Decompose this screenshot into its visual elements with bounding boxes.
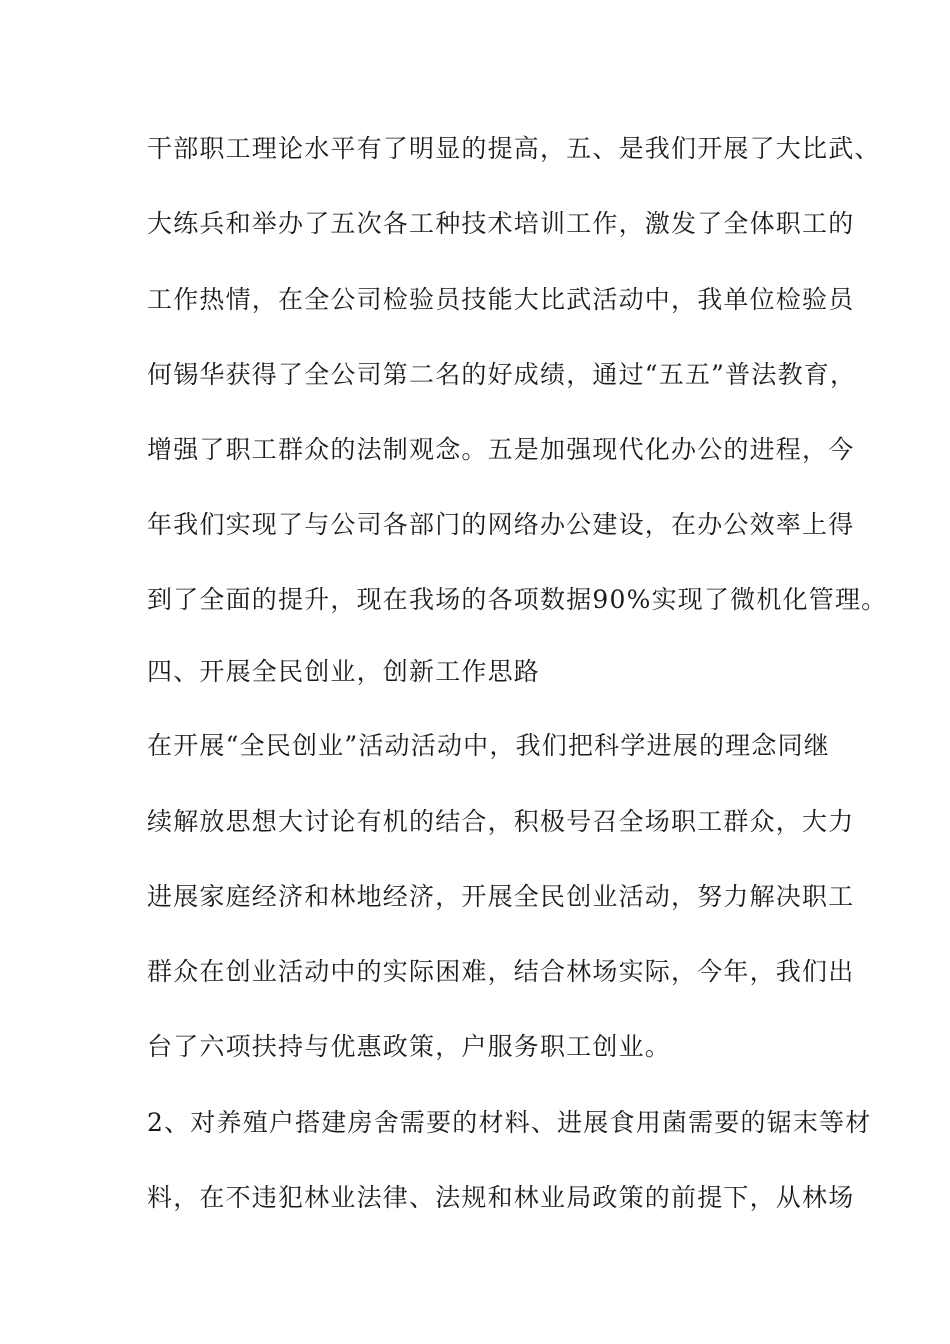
paragraph-line: 增强了职工群众的法制观念。五是加强现代化办公的进程，今 [147,435,855,464]
paragraph-line: 料，在不违犯林业法律、法规和林业局政策的前提下，从林场 [147,1183,855,1212]
paragraph-line: 群众在创业活动中的实际困难，结合林场实际，今年，我们出 [147,957,855,986]
paragraph-line: 在开展“全民创业”活动活动中，我们把科学进展的理念同继 [147,731,830,760]
paragraph-line: 2、对养殖户搭建房舍需要的材料、进展食用菌需要的锯末等材 [147,1108,872,1137]
paragraph-line: 进展家庭经济和林地经济，开展全民创业活动，努力解决职工 [147,882,855,911]
paragraph-line: 年我们实现了与公司各部门的网络办公建设，在办公效率上得 [147,510,855,539]
paragraph-line: 台了六项扶持与优惠政策，户服务职工创业。 [147,1032,672,1061]
paragraph-line: 续解放思想大讨论有机的结合，积极号召全场职工群众，大力 [147,807,855,836]
section-heading: 四、开展全民创业，创新工作思路 [147,657,541,686]
paragraph-line: 工作热情，在全公司检验员技能大比武活动中，我单位检验员 [147,285,855,314]
paragraph-line: 大练兵和举办了五次各工种技术培训工作，激发了全体职工的 [147,209,855,238]
paragraph-line: 何锡华获得了全公司第二名的好成绩，通过“五五”普法教育， [147,360,857,389]
paragraph-line: 到了全面的提升，现在我场的各项数据90%实现了微机化管理。 [147,585,888,614]
paragraph-line: 干部职工理论水平有了明显的提高，五、是我们开展了大比武、 [147,134,881,163]
